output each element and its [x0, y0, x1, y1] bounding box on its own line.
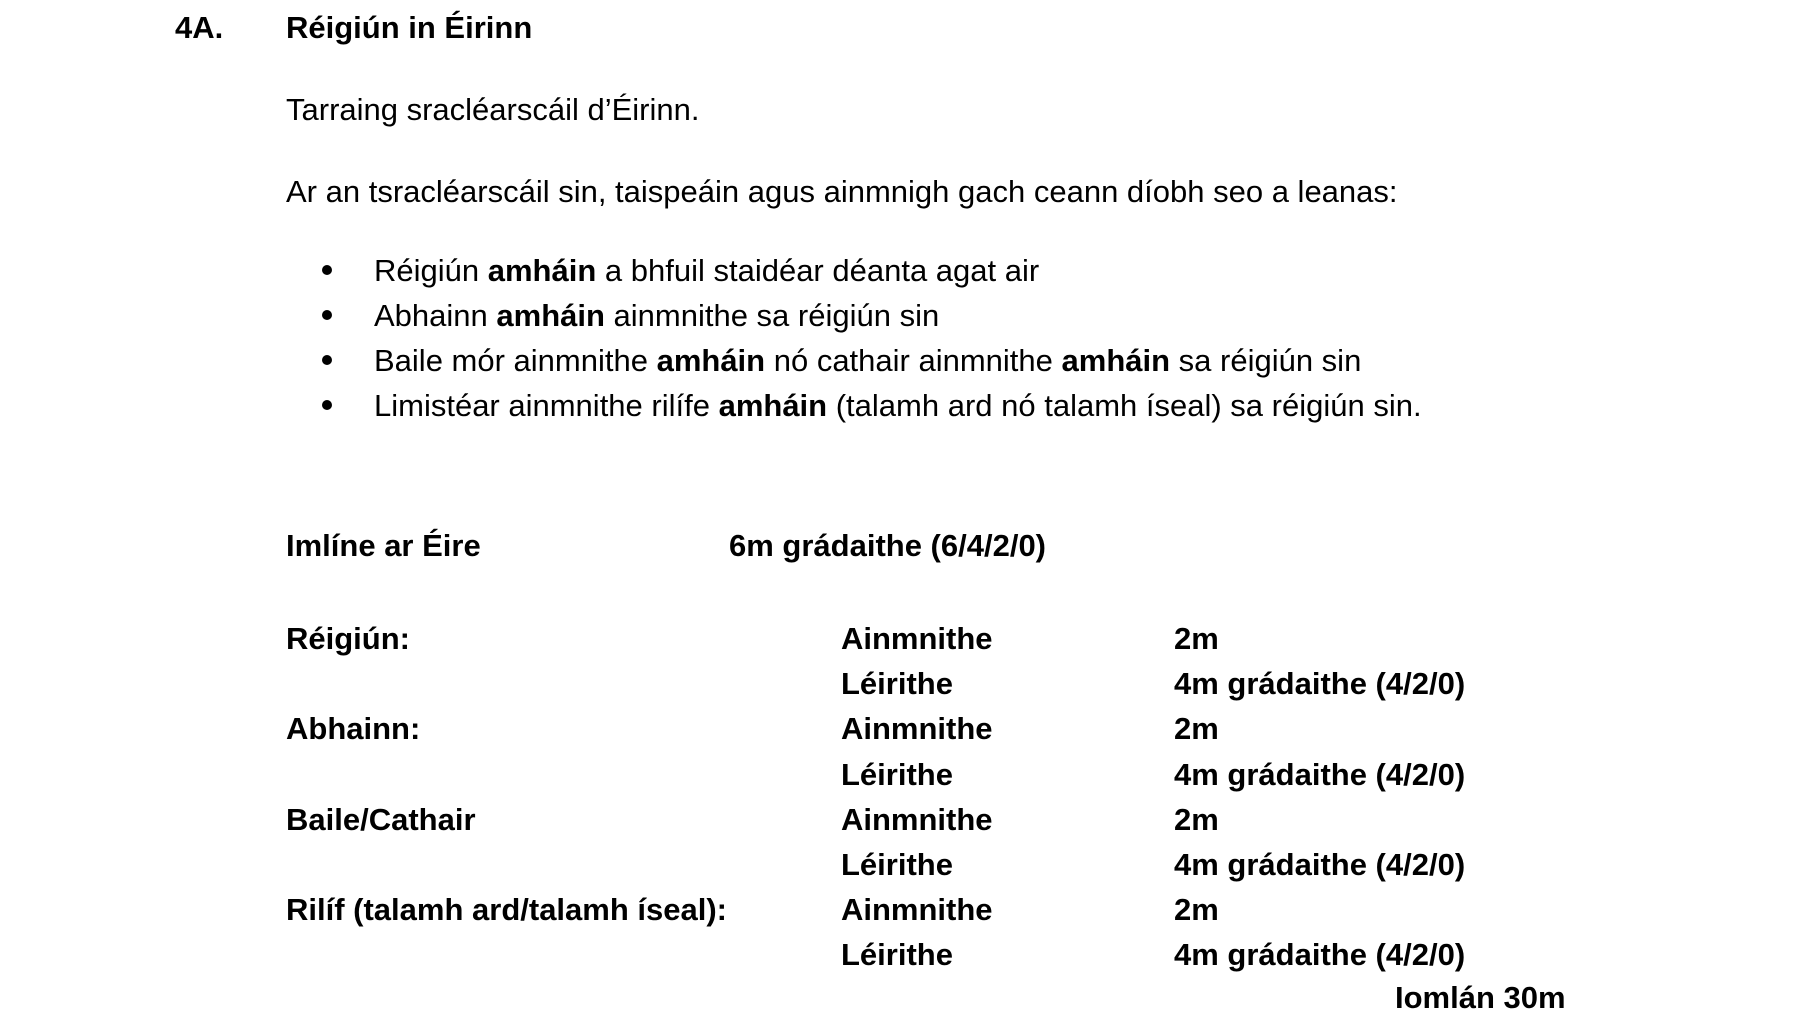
scheme-row [286, 847, 1586, 892]
scheme-marks: 4m grádaithe (4/2/0) [1174, 937, 1466, 973]
scheme-row [286, 802, 1586, 847]
list-item [286, 300, 1422, 345]
bullet-text-post: (talamh ard nó talamh íseal) sa réigiún sin. [827, 388, 1422, 423]
bullet-text-bold: amháin [718, 388, 828, 423]
total-marks: Iomlán 30m [1395, 980, 1566, 1015]
bullet-text-mid: nó cathair ainmnithe [765, 343, 1062, 378]
instruction-line-1: Tarraing sracléarscáil d’Éirinn. [286, 92, 700, 127]
scheme-marks: 2m [1174, 711, 1219, 747]
scheme-marks: 2m [1174, 621, 1219, 656]
scheme-criterion: Léirithe [841, 666, 953, 702]
scheme-row [286, 711, 1586, 756]
scheme-criterion: Ainmnithe [841, 621, 993, 656]
list-item [286, 390, 1422, 435]
bullet-text-pre: Baile mór ainmnithe [374, 343, 657, 378]
requirements-list [286, 255, 1422, 435]
scheme-criterion: Léirithe [841, 937, 953, 973]
scheme-criterion: Ainmnithe [841, 711, 993, 747]
scheme-marks: 2m [1174, 892, 1219, 928]
instruction-line-2: Ar an tsracléarscáil sin, taispeáin agus ainmnigh gach ceann díobh seo a leanas: [286, 174, 1398, 209]
bullet-icon [322, 310, 332, 320]
marking-scheme [286, 621, 1586, 983]
scheme-marks: 4m grádaithe (4/2/0) [1174, 756, 1466, 792]
bullet-text-pre: Abhainn [374, 298, 497, 333]
bullet-icon [322, 400, 332, 410]
scheme-criterion: Léirithe [841, 846, 953, 882]
bullet-text-bold-2: amháin [1061, 343, 1171, 378]
scheme-criterion: Ainmnithe [841, 892, 993, 928]
scheme-criterion: Léirithe [841, 756, 953, 792]
bullet-text-pre: Réigiún [374, 253, 488, 288]
scheme-marks: 2m [1174, 801, 1219, 837]
scheme-label: Baile/Cathair [286, 801, 476, 837]
scheme-label: Réigiún: [286, 621, 410, 656]
bullet-text-bold: amháin [487, 253, 597, 288]
bullet-icon [322, 265, 332, 275]
scheme-row [286, 621, 1586, 666]
bullet-text-pre: Limistéar ainmnithe rilífe [374, 388, 719, 423]
bullet-text-bold: amháin [656, 343, 766, 378]
scheme-row [286, 757, 1586, 802]
outline-marks: 6m grádaithe (6/4/2/0) [729, 528, 1047, 563]
bullet-icon [322, 355, 332, 365]
question-title: Réigiún in Éirinn [286, 10, 533, 45]
bullet-text-post: a bhfuil staidéar déanta agat air [596, 253, 1040, 288]
scheme-row [286, 937, 1586, 982]
bullet-text-post: sa réigiún sin [1170, 343, 1362, 378]
scheme-criterion: Ainmnithe [841, 801, 993, 837]
question-number: 4A. [175, 10, 224, 45]
scheme-label: Abhainn: [286, 711, 421, 747]
bullet-text-bold: amháin [496, 298, 605, 333]
list-item [286, 255, 1422, 300]
scheme-marks: 4m grádaithe (4/2/0) [1174, 846, 1466, 882]
bullet-text-post: ainmnithe sa réigiún sin [604, 298, 940, 333]
scheme-row [286, 666, 1586, 711]
scheme-marks: 4m grádaithe (4/2/0) [1174, 666, 1466, 702]
outline-label: Imlíne ar Éire [286, 528, 481, 563]
list-item [286, 345, 1422, 390]
scheme-row [286, 892, 1586, 937]
scheme-label: Rilíf (talamh ard/talamh íseal): [286, 892, 727, 928]
